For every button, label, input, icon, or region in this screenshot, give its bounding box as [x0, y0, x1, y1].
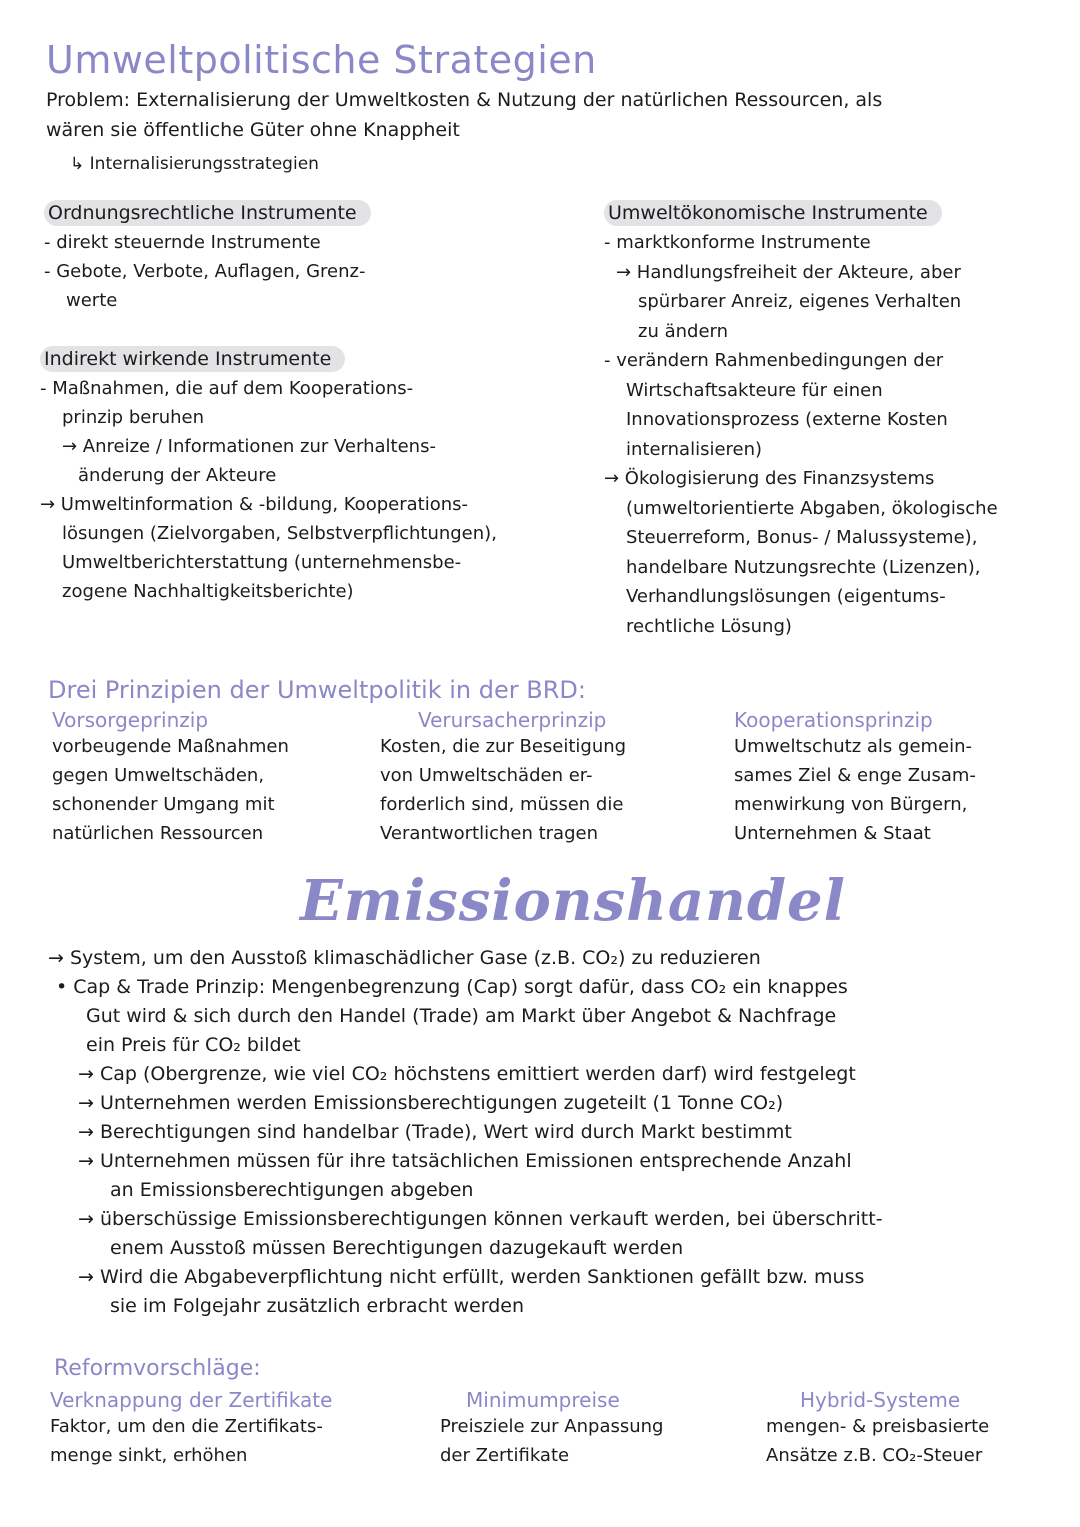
- list-item: → Ökologisierung des Finanzsystems: [604, 468, 935, 489]
- list-item: (umweltorientierte Abgaben, ökologische: [626, 497, 998, 519]
- list-item: → Unternehmen müssen für ihre tatsächlichen Emissionen entsprechende Anzahl: [78, 1150, 852, 1172]
- hybrid-column: [766, 1388, 989, 1470]
- list-item: → Berechtigungen sind handelbar (Trade), Wert wird durch Markt bestimmt: [78, 1121, 792, 1143]
- list-item: Verantwortlichen tragen: [380, 823, 598, 844]
- list-item: menwirkung von Bürgern,: [734, 794, 968, 815]
- list-item: - Gebote, Verbote, Auflagen, Grenz-: [44, 261, 366, 282]
- umweltoekonomisch-heading: Umweltökonomische Instrumente: [604, 200, 942, 226]
- list-item: → Handlungsfreiheit der Akteure, aber: [616, 261, 961, 283]
- vorsorge-column: [52, 708, 289, 848]
- list-item: - marktkonforme Instrumente: [604, 232, 871, 253]
- kooperation-column: [734, 708, 976, 848]
- indirekt-heading: Indirekt wirkende Instrumente: [40, 346, 345, 372]
- list-item: → Unternehmen werden Emissionsberechtigungen zugeteilt (1 Tonne CO₂): [78, 1092, 784, 1114]
- list-item: sames Ziel & enge Zusam-: [734, 765, 976, 786]
- list-item: - Maßnahmen, die auf dem Kooperations-: [40, 378, 414, 399]
- list-item: gegen Umweltschäden,: [52, 765, 265, 786]
- list-item: forderlich sind, müssen die: [380, 794, 624, 815]
- reform-heading: Reformvorschläge:: [54, 1356, 261, 1381]
- list-item: der Zertifikate: [440, 1445, 570, 1466]
- list-item: • Cap & Trade Prinzip: Mengenbegrenzung (Cap) sorgt dafür, dass CO₂ ein knappes: [56, 976, 848, 998]
- list-item: änderung der Akteure: [78, 465, 277, 486]
- list-item: von Umweltschäden er-: [380, 765, 593, 786]
- list-item: enem Ausstoß müssen Berechtigungen dazugekauft werden: [110, 1237, 684, 1259]
- list-item: Umweltschutz als gemein-: [734, 736, 973, 757]
- verursacher-title: Verursacherprinzip: [418, 708, 607, 732]
- problem-line-2: wären sie öffentliche Güter ohne Knappheit: [46, 119, 460, 141]
- internalization-branch: [70, 150, 319, 179]
- minimum-column: [440, 1388, 663, 1470]
- branch-label: Internalisierungsstrategien: [89, 154, 319, 174]
- emission-heading: Emissionshandel: [300, 868, 846, 934]
- list-item: → überschüssige Emissionsberechtigungen können verkauft werden, bei überschritt-: [78, 1208, 883, 1230]
- emission-list: [48, 944, 883, 1321]
- list-item: → Umweltinformation & -bildung, Kooperations-: [40, 494, 468, 515]
- list-item: Umweltberichterstattung (unternehmensbe-: [62, 552, 462, 573]
- list-item: Unternehmen & Staat: [734, 823, 931, 844]
- list-item: lösungen (Zielvorgaben, Selbstverpflichtungen),: [62, 523, 497, 544]
- list-item: handelbare Nutzungsrechte (Lizenzen),: [626, 556, 981, 578]
- list-item: → Cap (Obergrenze, wie viel CO₂ höchstens emittiert werden darf) wird festgelegt: [78, 1063, 856, 1085]
- list-item: vorbeugende Maßnahmen: [52, 736, 289, 757]
- list-item: natürlichen Ressourcen: [52, 823, 264, 844]
- list-item: Verhandlungslösungen (eigentums-: [626, 586, 946, 607]
- list-item: an Emissionsberechtigungen abgeben: [110, 1179, 474, 1201]
- umweltoekonomisch-section: [604, 200, 998, 641]
- problem-line-1: Problem: Externalisierung der Umweltkosten & Nutzung der natürlichen Ressourcen, als: [46, 89, 883, 111]
- verknappung-title: Verknappung der Zertifikate: [50, 1388, 333, 1412]
- list-item: → Anreize / Informationen zur Verhaltens-: [62, 436, 436, 457]
- list-item: Wirtschaftsakteure für einen: [626, 379, 883, 401]
- verursacher-column: [380, 708, 626, 848]
- prinzipien-heading: Drei Prinzipien der Umweltpolitik in der BRD:: [48, 676, 586, 704]
- list-item: Preisziele zur Anpassung: [440, 1416, 664, 1437]
- kooperation-title: Kooperationsprinzip: [734, 708, 933, 732]
- list-item: spürbarer Anreiz, eigenes Verhalten: [638, 291, 962, 312]
- list-item: prinzip beruhen: [62, 407, 205, 428]
- list-item: werte: [66, 290, 118, 311]
- vorsorge-title: Vorsorgeprinzip: [52, 708, 209, 732]
- list-item: → Wird die Abgabeverpflichtung nicht erfüllt, werden Sanktionen gefällt bzw. muss: [78, 1266, 865, 1288]
- list-item: Gut wird & sich durch den Handel (Trade) am Markt über Angebot & Nachfrage: [86, 1005, 837, 1027]
- list-item: ein Preis für CO₂ bildet: [86, 1034, 301, 1056]
- list-item: → System, um den Ausstoß klimaschädlicher Gase (z.B. CO₂) zu reduzieren: [48, 947, 761, 969]
- branch-bracket-icon: ↳: [70, 154, 90, 174]
- list-item: internalisieren): [626, 438, 763, 460]
- indirekt-section: [40, 346, 497, 606]
- list-item: schonender Umgang mit: [52, 794, 275, 815]
- list-item: - verändern Rahmenbedingungen der: [604, 350, 944, 371]
- hybrid-title: Hybrid-Systeme: [800, 1388, 961, 1412]
- list-item: - direkt steuernde Instrumente: [44, 232, 321, 253]
- ordnungsrecht-heading: Ordnungsrechtliche Instrumente: [44, 200, 371, 226]
- list-item: zu ändern: [638, 320, 729, 342]
- list-item: Kosten, die zur Beseitigung: [380, 736, 627, 757]
- list-item: Steuerreform, Bonus- / Malussysteme),: [626, 527, 978, 548]
- list-item: Ansätze z.B. CO₂-Steuer: [766, 1445, 983, 1466]
- page-title: Umweltpolitische Strategien: [46, 38, 597, 82]
- ordnungsrecht-section: [44, 200, 371, 315]
- verknappung-column: [50, 1388, 332, 1470]
- minimum-title: Minimumpreise: [466, 1388, 620, 1412]
- list-item: mengen- & preisbasierte: [766, 1416, 990, 1437]
- list-item: Innovationsprozess (externe Kosten: [626, 409, 948, 430]
- list-item: sie im Folgejahr zusätzlich erbracht werden: [110, 1295, 525, 1317]
- list-item: Faktor, um den die Zertifikats-: [50, 1416, 323, 1437]
- list-item: zogene Nachhaltigkeitsberichte): [62, 581, 354, 602]
- list-item: rechtliche Lösung): [626, 615, 792, 637]
- list-item: menge sinkt, erhöhen: [50, 1445, 248, 1466]
